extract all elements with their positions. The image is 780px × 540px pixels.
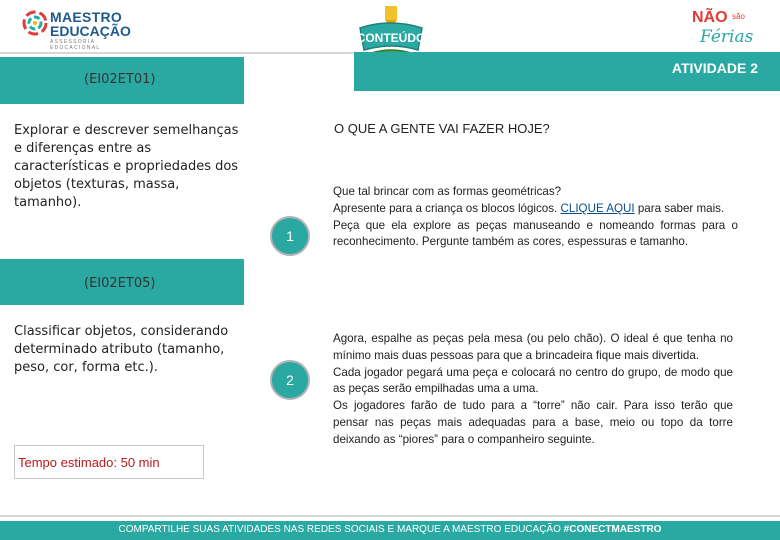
section2-objective: Classificar objetos, considerando determinado atributo (tamanho, peso, cor, forma etc.). bbox=[14, 324, 229, 375]
step-number-2: 2 bbox=[270, 360, 310, 400]
step2-paragraph3: Os jogadores farão de tudo para a “torre” não cair. Para isso terão que pensar nas peças mais adequadas para a base, meio ou topo da torre deixando as “piores” para o companheiro seguinte. bbox=[333, 399, 733, 446]
nao-sao-ferias-logo bbox=[690, 6, 762, 46]
right-logo-line2: Férias bbox=[700, 27, 754, 46]
brand-mark-icon bbox=[22, 10, 48, 36]
step1-line1: Que tal brincar com as formas geométricas? bbox=[333, 185, 562, 198]
footer-text: COMPARTILHE SUAS ATIVIDADES NAS REDES SOCIAIS E MARQUE A MAESTRO EDUCAÇÃO bbox=[118, 524, 561, 535]
section2-code: (EI02ET05) bbox=[84, 276, 156, 291]
step1-line2-after: para saber mais. bbox=[637, 201, 725, 215]
footer-message bbox=[0, 524, 780, 535]
section1-code: (EI02ET01) bbox=[84, 72, 156, 87]
center-logo-line1: CONTEÚDO bbox=[356, 31, 426, 45]
step1-line3: Peça que ela explore as peças manuseando e nomeando formas para o reconhecimento. Pergunte também as cores, espessuras e tamanho. bbox=[333, 218, 738, 249]
step-number-1: 1 bbox=[270, 216, 310, 256]
step1-line2-before: Apresente para a criança os blocos lógicos. bbox=[333, 201, 558, 215]
step1-line2 bbox=[333, 201, 738, 218]
section1-objective: Explorar e descrever semelhanças e diferenças entre as características e propriedades dos objetos (texturas, massa, tamanho). bbox=[14, 123, 239, 210]
time-estimate-label: Tempo estimado: 50 min bbox=[18, 455, 160, 470]
step2-paragraph2: Cada jogador pegará uma peça e colocará no centro do grupo, de modo que as peças serão empilhadas uma a uma. bbox=[333, 365, 733, 396]
right-logo-small: são bbox=[732, 12, 745, 21]
activity-label: ATIVIDADE 2 bbox=[671, 60, 758, 76]
activity-question: O QUE A GENTE VAI FAZER HOJE? bbox=[334, 121, 550, 136]
footer-hashtag: #CONECTMAESTRO bbox=[563, 524, 662, 535]
clique-aqui-link[interactable]: CLIQUE AQUI bbox=[560, 201, 635, 215]
step2-paragraph1: Agora, espalhe as peças pela mesa (ou pelo chão). O ideal é que tenha no mínimo mais duas pessoas para que a brincadeira fique mais divertida. bbox=[333, 332, 733, 362]
step2-text bbox=[333, 331, 733, 449]
footer-divider bbox=[0, 515, 780, 517]
brand-line2: EDUCAÇÃO bbox=[50, 23, 131, 39]
right-logo-line1: NÃO bbox=[692, 9, 728, 26]
brand-tagline: ASSESSORIA EDUCACIONAL bbox=[50, 39, 101, 51]
brand-line1: MAESTRO bbox=[50, 9, 123, 25]
maestro-educacao-logo bbox=[22, 8, 131, 51]
step1-text bbox=[333, 184, 738, 251]
